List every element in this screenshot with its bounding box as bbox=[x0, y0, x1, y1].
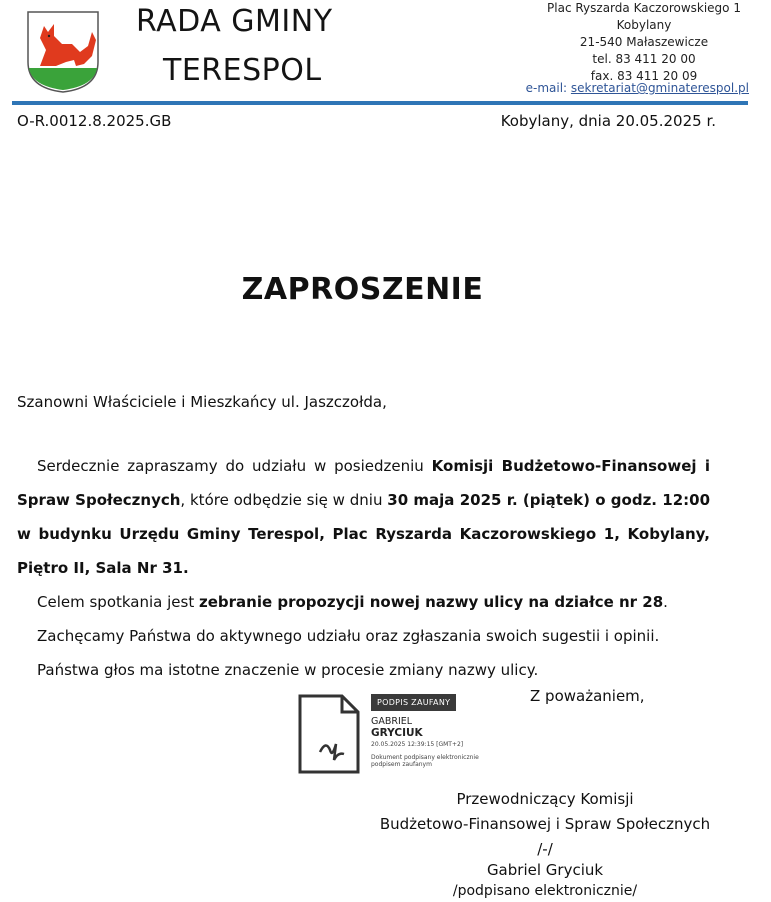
fax-line: fax. 83 411 20 09 bbox=[590, 69, 698, 83]
contact-block bbox=[539, 0, 749, 85]
text-run: , które odbędzie się w dniu bbox=[180, 491, 388, 509]
document-heading: ZAPROSZENIE bbox=[241, 272, 484, 307]
fox-coat-of-arms-icon bbox=[26, 10, 100, 94]
address-line: Plac Ryszarda Kaczorowskiego 1 bbox=[547, 1, 741, 15]
signed-electronically-note: /podpisano elektronicznie/ bbox=[452, 883, 638, 899]
paragraph-purpose bbox=[17, 585, 710, 619]
paragraph-encouragement: Zachęcamy Państwa do aktywnego udziału oraz zgłaszania swoich sugestii i opinii. bbox=[37, 627, 660, 645]
email-link[interactable]: sekretariat@gminaterespol.pl bbox=[570, 81, 749, 95]
place-date: Kobylany, dnia 20.05.2025 r. bbox=[500, 112, 716, 130]
meeting-details: 30 maja 2025 r. (piątek) o godz. 12:00 w budynku Urzędu Gminy Terespol, Plac Ryszarda Kaczorowskiego 1, Kobylany, Piętro II, Sala Nr 31. bbox=[17, 491, 711, 577]
address-line: Kobylany bbox=[616, 18, 672, 32]
meeting-purpose: zebranie propozycji nowej nazwy ulicy na działce nr 28 bbox=[198, 593, 664, 611]
address-line: 21-540 Małaszewicze bbox=[579, 35, 709, 49]
signed-document-icon bbox=[298, 694, 360, 774]
paragraph-invitation bbox=[17, 449, 710, 585]
trusted-signature-badge: PODPIS ZAUFANY bbox=[371, 694, 456, 711]
reference-number: O-R.0012.8.2025.GB bbox=[17, 112, 172, 130]
signer-first-name: GABRIEL bbox=[371, 716, 413, 727]
signatory-name: Gabriel Gryciuk bbox=[486, 861, 604, 879]
signature-timestamp: 20.05.2025 12:39:15 [GMT+2] bbox=[371, 741, 464, 748]
text-run: Serdecznie zapraszamy do udziału w posiedzeniu bbox=[37, 457, 432, 475]
letter-body bbox=[17, 449, 710, 687]
text-run: . bbox=[663, 593, 668, 611]
email-line bbox=[526, 81, 749, 95]
signatory-committee: Budżetowo-Finansowej i Spraw Społecznych bbox=[379, 815, 711, 833]
header-divider bbox=[12, 101, 748, 105]
signature-mark: /-/ bbox=[537, 840, 553, 858]
phone-line: tel. 83 411 20 00 bbox=[592, 52, 696, 66]
council-title-line1: RADA GMINY bbox=[136, 4, 333, 39]
email-label: e-mail: bbox=[525, 81, 568, 95]
signatory-title: Przewodniczący Komisji bbox=[456, 790, 634, 808]
paragraph-importance: Państwa głos ma istotne znaczenie w procesie zmiany nazwy ulicy. bbox=[37, 661, 539, 679]
signature-note: Dokument podpisany elektronicznie podpisem zaufanym bbox=[371, 754, 479, 768]
salutation: Szanowni Właściciele i Mieszkańcy ul. Jaszczołda, bbox=[17, 393, 387, 411]
council-title-line2: TERESPOL bbox=[163, 53, 322, 88]
signer-last-name: GRYCIUK bbox=[371, 727, 423, 739]
text-run: Celem spotkania jest bbox=[37, 593, 199, 611]
committee-name: Komisji Budżetowo-Finansowej i Spraw Społecznych bbox=[17, 457, 710, 509]
closing-phrase: Z poważaniem, bbox=[530, 687, 645, 705]
